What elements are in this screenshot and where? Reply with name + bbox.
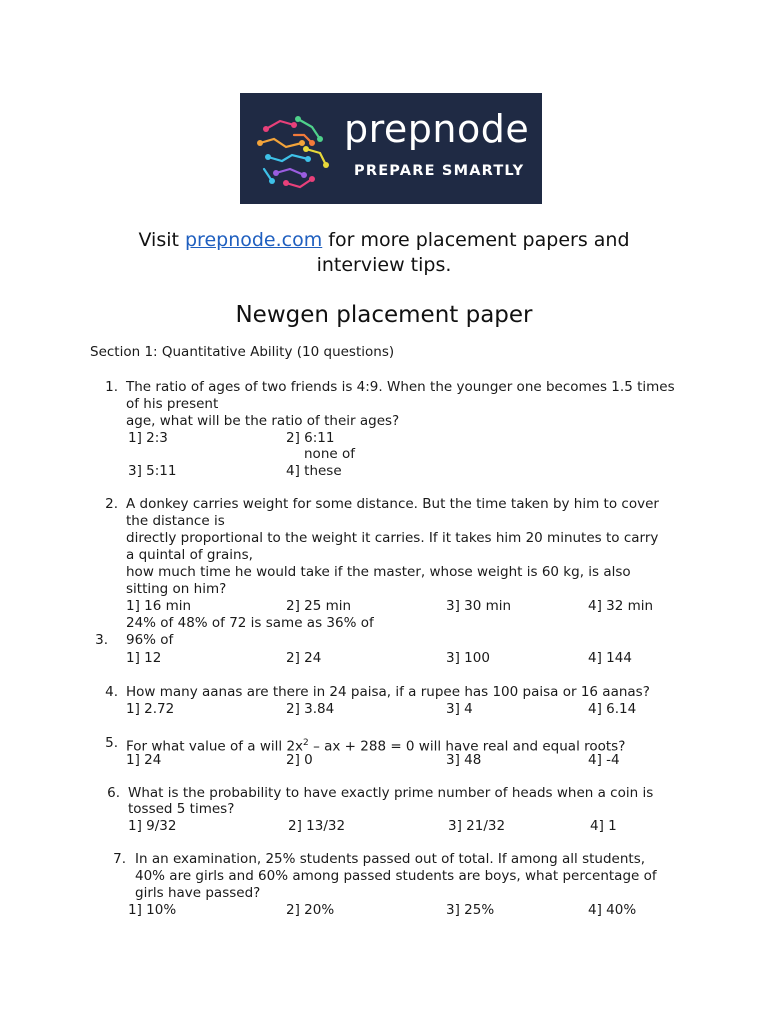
question-text: a quintal of grains, bbox=[126, 547, 253, 563]
question-number: 1. bbox=[105, 379, 118, 395]
visit-line2: interview tips. bbox=[316, 254, 452, 276]
visit-suffix: for more placement papers and bbox=[322, 229, 630, 251]
question-text: the distance is bbox=[126, 513, 225, 529]
question-text: 40% are girls and 60% among passed students are boys, what percentage of bbox=[135, 868, 657, 884]
option: 2] 6:11 bbox=[286, 430, 335, 446]
option: 3] 5:11 bbox=[128, 463, 177, 479]
option: 2] 20% bbox=[286, 902, 335, 918]
option: 3] 30 min bbox=[446, 598, 512, 614]
question-number: 2. bbox=[105, 496, 118, 512]
question-text: tossed 5 times? bbox=[128, 801, 235, 817]
page-title: Newgen placement paper bbox=[235, 302, 533, 328]
question-text: of his present bbox=[126, 396, 219, 412]
question-text: age, what will be the ratio of their ages? bbox=[126, 413, 400, 429]
option: 2] 3.84 bbox=[286, 701, 335, 717]
question-number: 7. bbox=[113, 851, 126, 867]
question-number: 5. bbox=[105, 735, 118, 751]
question-text: how much time he would take if the master, whose weight is 60 kg, is also bbox=[126, 564, 631, 580]
equation-start: For what value of a will 2x bbox=[126, 738, 304, 755]
option: 2] 24 bbox=[286, 650, 322, 666]
question-text: In an examination, 25% students passed out of total. If among all students, bbox=[135, 851, 646, 867]
logo-brand-text: prepnode bbox=[344, 107, 530, 151]
option: 4] -4 bbox=[588, 752, 620, 768]
question-text: sitting on him? bbox=[126, 581, 227, 597]
question-number: 4. bbox=[105, 684, 118, 700]
question-text: 96% of bbox=[126, 632, 174, 648]
option: 3] 48 bbox=[446, 752, 482, 768]
option: 2] 13/32 bbox=[288, 818, 346, 834]
brain-circuit-icon bbox=[246, 99, 338, 199]
option: 3] 25% bbox=[446, 902, 495, 918]
option: 4] 32 min bbox=[588, 598, 654, 614]
prepnode-link[interactable]: prepnode.com bbox=[185, 229, 323, 251]
option: 3] 100 bbox=[446, 650, 490, 666]
logo-tagline: PREPARE SMARTLY bbox=[354, 163, 525, 179]
option: 4] 40% bbox=[588, 902, 637, 918]
prepnode-logo bbox=[240, 93, 542, 204]
question-text: directly proportional to the weight it carries. If it takes him 20 minutes to carry bbox=[126, 530, 659, 546]
option: 4] 144 bbox=[588, 650, 632, 666]
option: 1] 24 bbox=[126, 752, 162, 768]
option: 2] 0 bbox=[286, 752, 313, 768]
option: 3] 21/32 bbox=[448, 818, 506, 834]
option: 3] 4 bbox=[446, 701, 473, 717]
section-heading: Section 1: Quantitative Ability (10 questions) bbox=[90, 344, 395, 360]
option: 4] these bbox=[286, 463, 342, 479]
question-number: 3. bbox=[95, 632, 108, 648]
option: 1] 9/32 bbox=[128, 818, 177, 834]
question-text: A donkey carries weight for some distance. But the time taken by him to cover bbox=[126, 496, 659, 512]
visit-prefix: Visit bbox=[138, 229, 185, 251]
option: 1] 12 bbox=[126, 650, 162, 666]
question-text: How many aanas are there in 24 paisa, if a rupee has 100 paisa or 16 aanas? bbox=[126, 684, 650, 700]
equation-end: – ax + 288 = 0 will have real and equal roots? bbox=[308, 738, 626, 755]
question-text: The ratio of ages of two friends is 4:9. When the younger one becomes 1.5 times bbox=[126, 379, 675, 395]
question-text: girls have passed? bbox=[135, 885, 261, 901]
option: none of bbox=[304, 446, 355, 462]
option: 2] 25 min bbox=[286, 598, 352, 614]
question-text: 24% of 48% of 72 is same as 36% of bbox=[126, 615, 374, 631]
option: 4] 1 bbox=[590, 818, 617, 834]
question-text bbox=[126, 735, 625, 756]
question-number: 6. bbox=[107, 785, 120, 801]
question-text: What is the probability to have exactly prime number of heads when a coin is bbox=[128, 785, 654, 801]
option: 1] 2:3 bbox=[128, 430, 168, 446]
option: 1] 10% bbox=[128, 902, 177, 918]
exponent: 2 bbox=[303, 738, 309, 748]
option: 1] 2.72 bbox=[126, 701, 175, 717]
visit-banner bbox=[60, 228, 708, 278]
option: 4] 6.14 bbox=[588, 701, 637, 717]
option: 1] 16 min bbox=[126, 598, 192, 614]
